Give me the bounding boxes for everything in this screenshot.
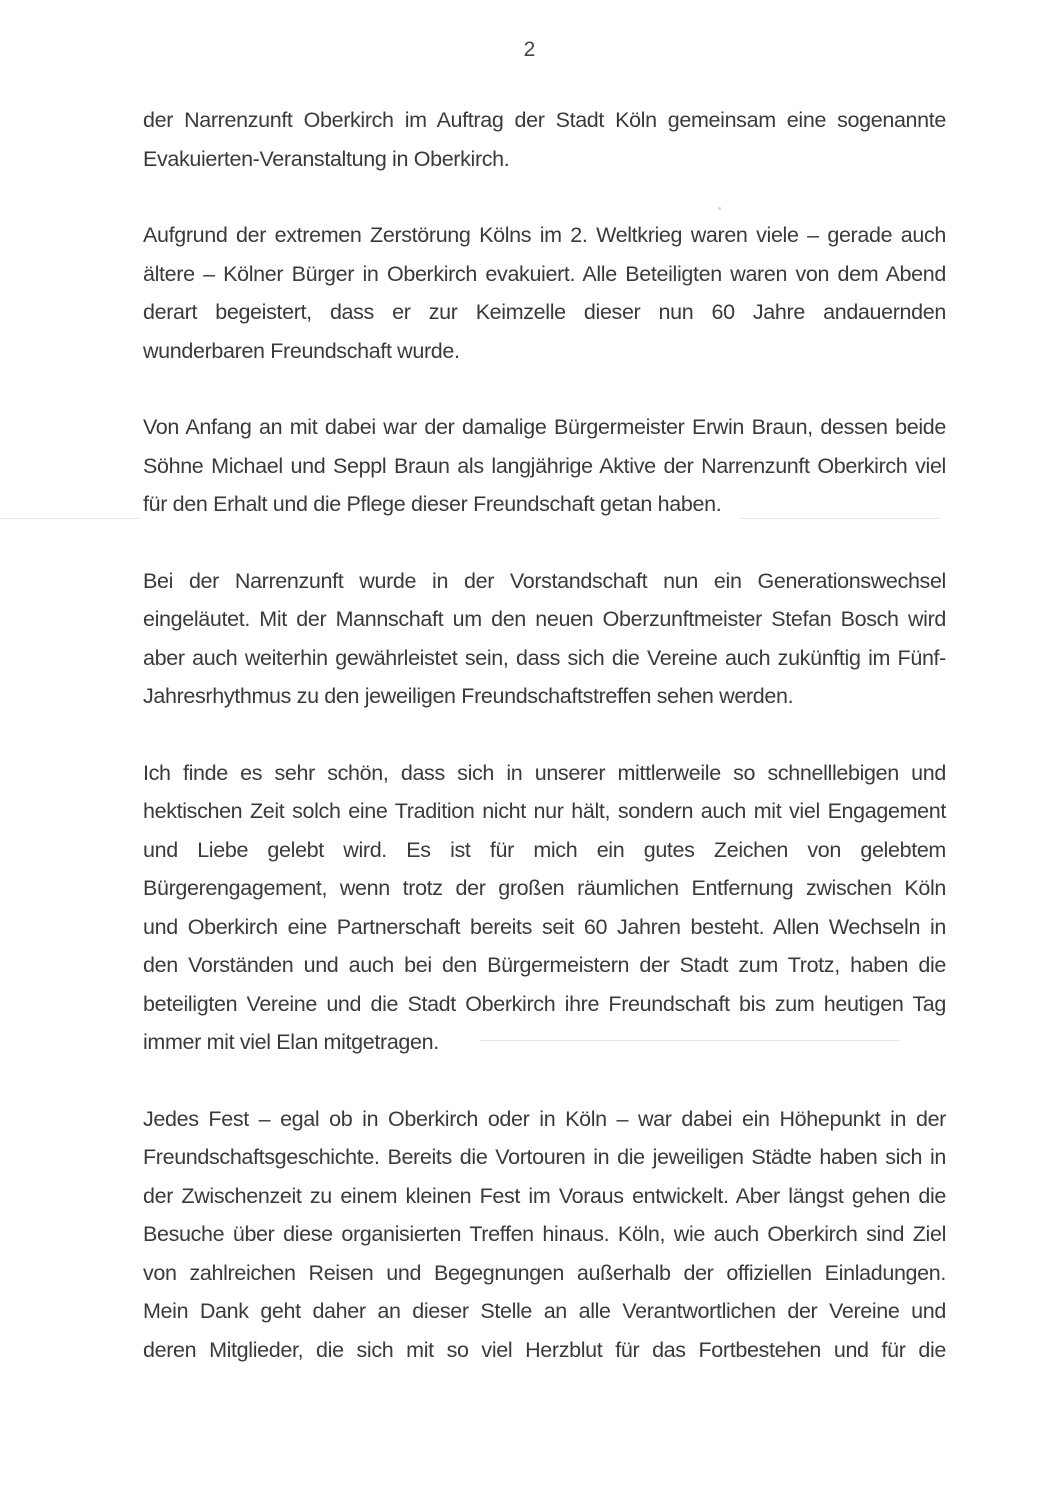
- scan-speck: [718, 207, 721, 210]
- text-line: von zahlreichen Reisen und Begegnungen außerhalb der offiziellen Einladungen.: [143, 1260, 946, 1285]
- paragraph-6: [143, 1100, 946, 1370]
- page-number: 2: [523, 38, 536, 61]
- paragraph-2: [143, 216, 946, 370]
- text-line: ältere – Kölner Bürger in Oberkirch evakuiert. Alle Beteiligten waren von dem Abend: [143, 261, 946, 286]
- paragraph-5: [143, 754, 946, 1062]
- text-line: immer mit viel Elan mitgetragen.: [143, 1030, 439, 1054]
- text-line: Jahresrhythmus zu den jeweiligen Freundschaftstreffen sehen werden.: [143, 684, 794, 708]
- text-line: Mein Dank geht daher an dieser Stelle an alle Verantwortlichen der Vereine und: [143, 1299, 946, 1323]
- text-line: aber auch weiterhin gewährleistet sein, dass sich die Vereine auch zukünftig im Fünf-: [143, 645, 946, 670]
- scan-artifact-line: [480, 1040, 900, 1041]
- text-line: Besuche über diese organisierten Treffen hinaus. Köln, wie auch Oberkirch sind Ziel: [143, 1222, 946, 1246]
- text-line: Bürgerengagement, wenn trotz der großen räumlichen Entfernung zwischen Köln: [143, 876, 946, 900]
- text-line: den Vorständen und auch bei den Bürgermeistern der Stadt zum Trotz, haben die: [143, 953, 946, 977]
- text-line: Evakuierten-Veranstaltung in Oberkirch.: [143, 146, 510, 171]
- scan-artifact-line: [0, 518, 140, 519]
- text-line: der Narrenzunft Oberkirch im Auftrag der Stadt Köln gemeinsam eine sogenannte: [143, 108, 946, 132]
- paragraph-1: [143, 101, 946, 178]
- text-line: der Zwischenzeit zu einem kleinen Fest im Voraus entwickelt. Aber längst gehen die: [143, 1183, 946, 1208]
- text-line: und Oberkirch eine Partnerschaft bereits seit 60 Jahren besteht. Allen Wechseln in: [143, 914, 946, 939]
- scan-artifact-line: [740, 518, 940, 519]
- text-line: hektischen Zeit solch eine Tradition nicht nur hält, sondern auch mit viel Engagement: [143, 799, 946, 823]
- text-line: beteiligten Vereine und die Stadt Oberkirch ihre Freundschaft bis zum heutigen Tag: [143, 991, 946, 1016]
- text-line: Bei der Narrenzunft wurde in der Vorstandschaft nun ein Generationswechsel: [143, 568, 946, 593]
- paragraph-4: [143, 562, 946, 716]
- text-line: Jedes Fest – egal ob in Oberkirch oder in Köln – war dabei ein Höhepunkt in der: [143, 1106, 946, 1131]
- text-line: deren Mitglieder, die sich mit so viel Herzblut für das Fortbestehen und für die: [143, 1337, 946, 1362]
- text-line: Von Anfang an mit dabei war der damalige Bürgermeister Erwin Braun, dessen beide: [143, 415, 946, 439]
- text-line: wunderbaren Freundschaft wurde.: [143, 338, 460, 363]
- letter-body: [143, 101, 946, 1407]
- text-line: Söhne Michael und Seppl Braun als langjährige Aktive der Narrenzunft Oberkirch viel: [143, 453, 946, 478]
- text-line: Ich finde es sehr schön, dass sich in unserer mittlerweile so schnelllebigen und: [143, 760, 946, 785]
- text-line: und Liebe gelebt wird. Es ist für mich ein gutes Zeichen von gelebtem: [143, 837, 946, 862]
- text-line: für den Erhalt und die Pflege dieser Freundschaft getan haben.: [143, 492, 722, 516]
- text-line: derart begeistert, dass er zur Keimzelle dieser nun 60 Jahre andauernden: [143, 300, 946, 324]
- paragraph-3: [143, 408, 946, 524]
- text-line: eingeläutet. Mit der Mannschaft um den neuen Oberzunftmeister Stefan Bosch wird: [143, 607, 946, 631]
- text-line: Aufgrund der extremen Zerstörung Kölns im 2. Weltkrieg waren viele – gerade auch: [143, 223, 946, 247]
- text-line: Freundschaftsgeschichte. Bereits die Vortouren in die jeweiligen Städte haben sich in: [143, 1145, 946, 1169]
